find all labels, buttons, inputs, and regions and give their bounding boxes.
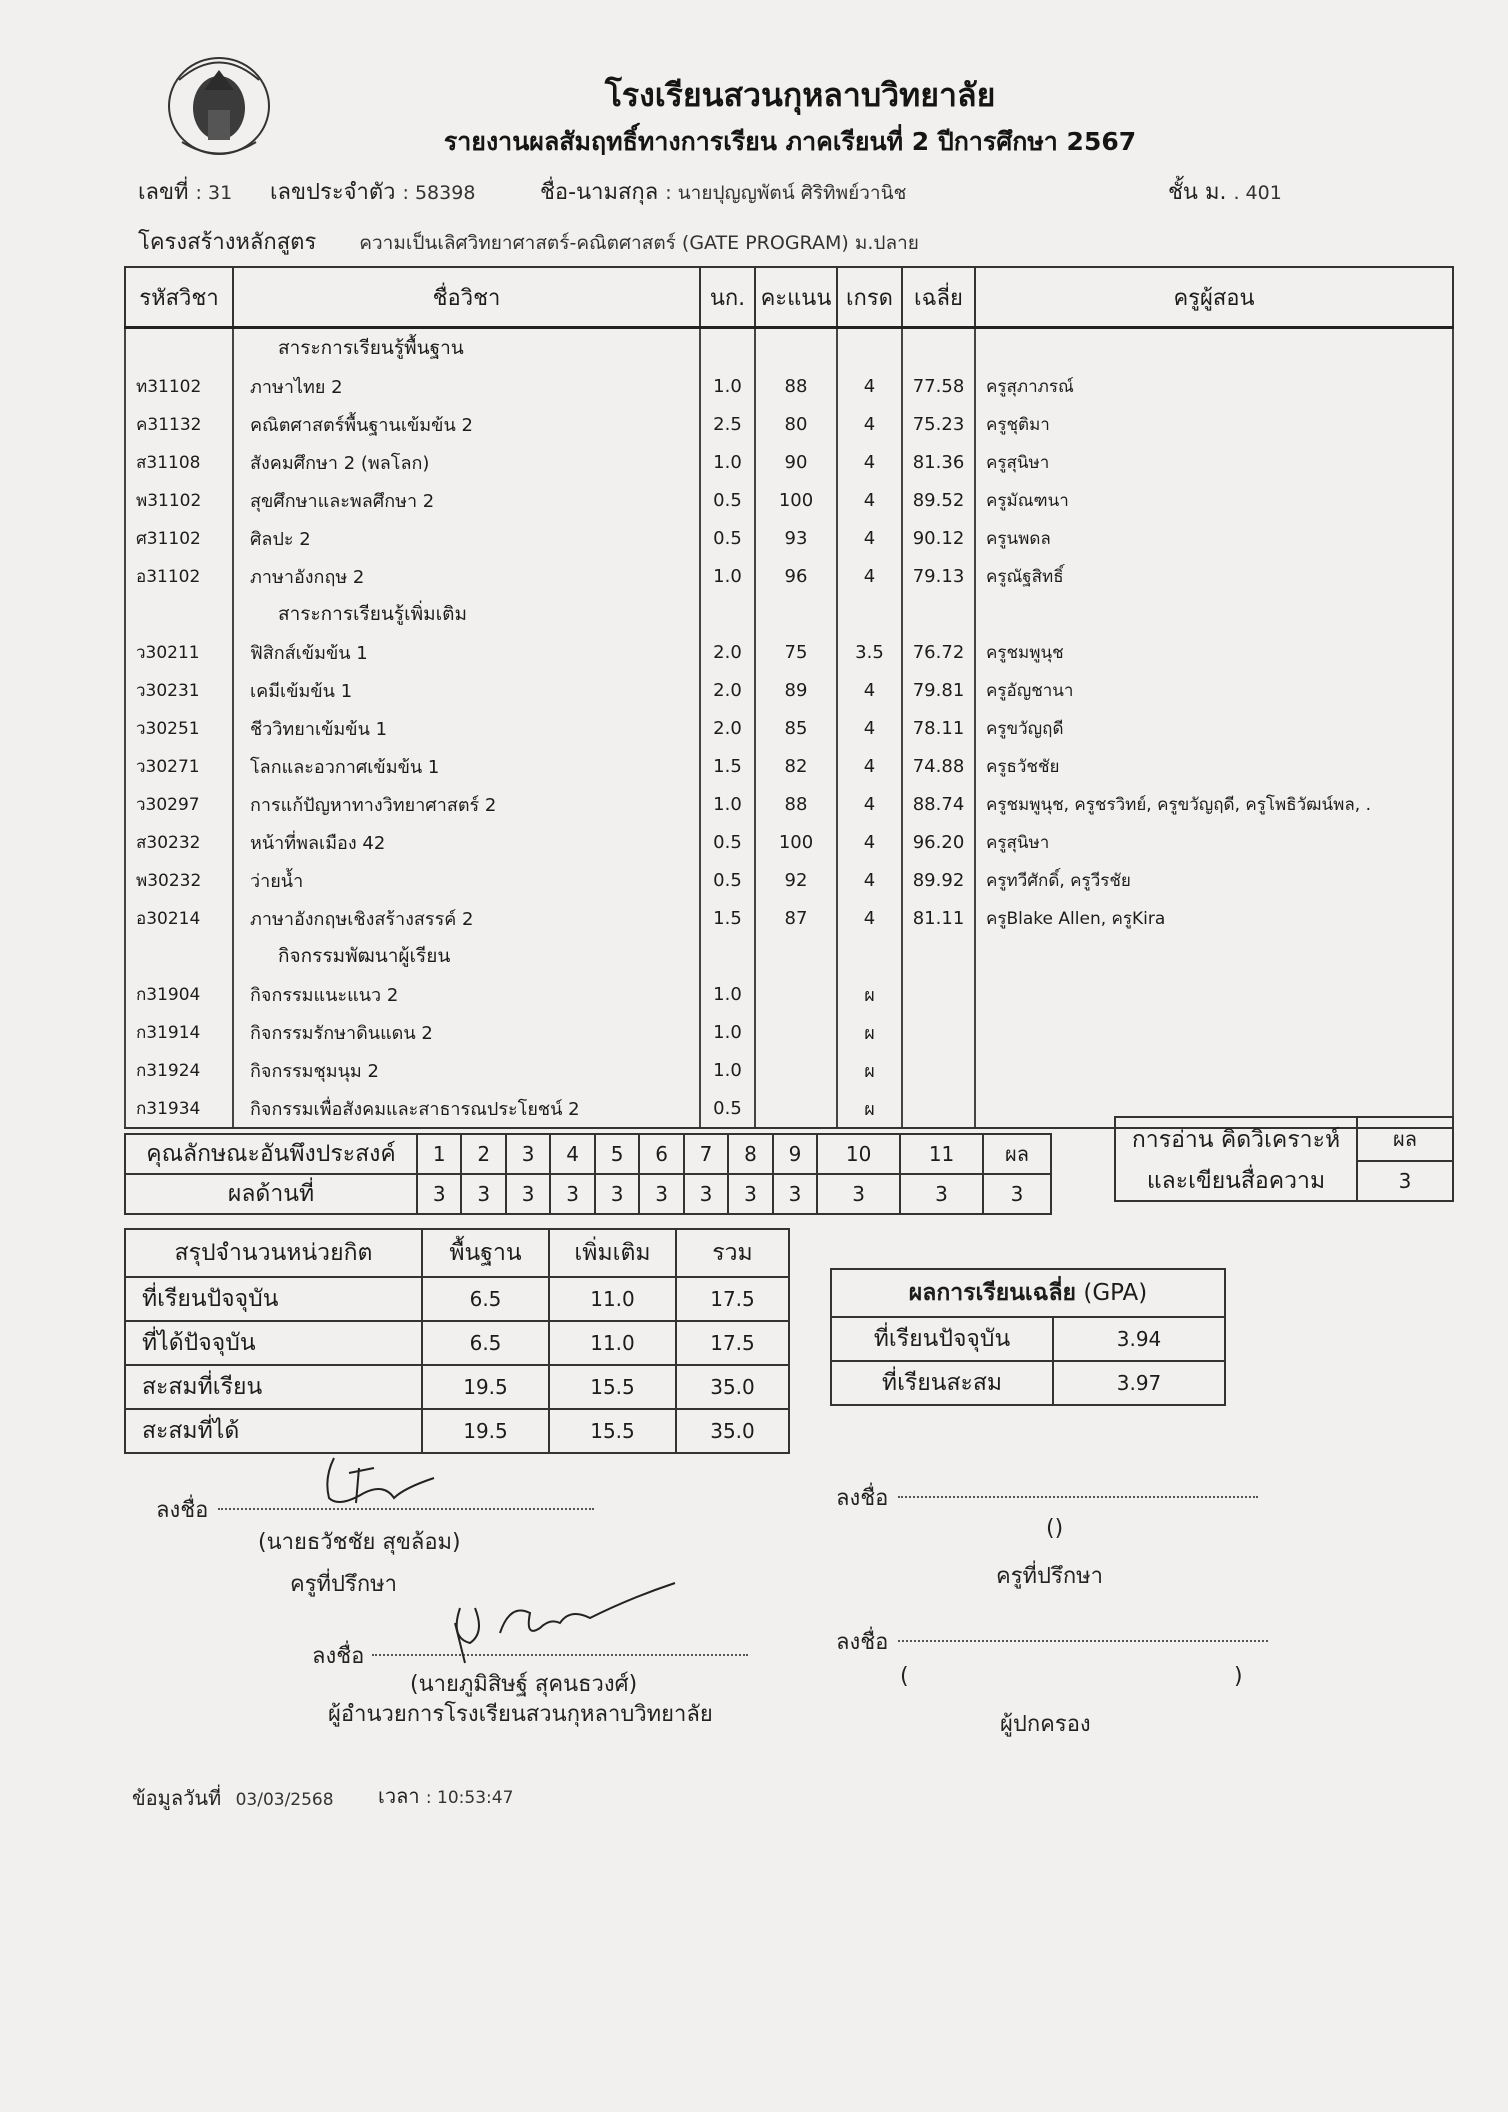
school-emblem-icon: [164, 50, 274, 158]
score-cell: 100: [755, 481, 837, 519]
credit-cell: 1.0: [700, 975, 755, 1013]
data-time: เวลา : 10:53:47: [378, 1784, 514, 1808]
grade-cell: 4: [837, 861, 902, 899]
subject-code: ว30251: [125, 709, 233, 747]
credit-cell: 1.0: [700, 557, 755, 595]
student-name: ชื่อ-นามสกุล : นายปุญญพัตน์ ศิริทิพย์วานิช: [540, 180, 907, 205]
subject-name: ศิลปะ 2: [233, 519, 700, 557]
score-cell: [755, 1013, 837, 1051]
credit-cell: 2.0: [700, 671, 755, 709]
char-num-7: 7: [684, 1134, 728, 1174]
curriculum: โครงสร้างหลักสูตร ความเป็นเลิศวิทยาศาสตร์-คณิตศาสตร์ (GATE PROGRAM) ม.ปลาย: [138, 230, 919, 255]
char-result-header: ผล: [983, 1134, 1051, 1174]
advisor2-role: ครูที่ปรึกษา: [996, 1564, 1103, 1589]
credit-cell: 0.5: [700, 1089, 755, 1128]
average-cell: 81.11: [902, 899, 975, 937]
credits-row-label: สะสมที่เรียน: [125, 1365, 422, 1409]
sign-label-parent: ลงชื่อ: [836, 1630, 889, 1655]
score-cell: [755, 1089, 837, 1128]
char-num-6: 6: [639, 1134, 683, 1174]
characteristics-table: [124, 1133, 1052, 1215]
teacher-cell: ครูชมพูนุช: [975, 633, 1453, 671]
char-num-11: 11: [900, 1134, 983, 1174]
teacher-cell: [975, 1051, 1453, 1089]
table-row: [125, 975, 1453, 1013]
reading-label-line2: และเขียนสื่อความ: [1115, 1161, 1357, 1201]
data-date: ข้อมูลวันที่ 03/03/2568: [132, 1786, 334, 1810]
grade-cell: 3.5: [837, 633, 902, 671]
subject-code: ว30271: [125, 747, 233, 785]
grade-cell: 4: [837, 747, 902, 785]
average-cell: 74.88: [902, 747, 975, 785]
char-num-10: 10: [817, 1134, 900, 1174]
teacher-cell: ครูชุติมา: [975, 405, 1453, 443]
credits-extra: 11.0: [549, 1277, 676, 1321]
teacher-cell: [975, 975, 1453, 1013]
average-cell: 90.12: [902, 519, 975, 557]
subject-code: ว30211: [125, 633, 233, 671]
subject-name: กิจกรรมแนะแนว 2: [233, 975, 700, 1013]
characteristics-label: คุณลักษณะอันพึงประสงค์: [125, 1134, 417, 1174]
header-grade: เกรด: [837, 267, 902, 328]
grade-cell: 4: [837, 823, 902, 861]
char-num-9: 9: [773, 1134, 817, 1174]
char-val-2: 3: [461, 1174, 505, 1214]
subject-name: ฟิสิกส์เข้มข้น 1: [233, 633, 700, 671]
subject-code: [125, 595, 233, 633]
category-row: [125, 328, 1453, 368]
subject-name: คณิตศาสตร์พื้นฐานเข้มข้น 2: [233, 405, 700, 443]
student-id: เลขประจำตัว : 58398: [270, 180, 476, 205]
table-row: [125, 1051, 1453, 1089]
grade-cell: [837, 328, 902, 368]
credits-basic: 6.5: [422, 1321, 549, 1365]
teacher-cell: [975, 937, 1453, 975]
teacher-cell: ครูมัณฑนา: [975, 481, 1453, 519]
average-cell: [902, 975, 975, 1013]
char-num-5: 5: [595, 1134, 639, 1174]
director-signature-icon: [430, 1578, 680, 1668]
credit-cell: 1.0: [700, 1013, 755, 1051]
char-val-5: 3: [595, 1174, 639, 1214]
score-cell: [755, 328, 837, 368]
credits-total: 17.5: [676, 1321, 789, 1365]
score-cell: 89: [755, 671, 837, 709]
parent-close-paren: ): [1234, 1664, 1243, 1689]
teacher-cell: ครูนพดล: [975, 519, 1453, 557]
characteristics-result-label: ผลด้านที่: [125, 1174, 417, 1214]
char-result-value: 3: [983, 1174, 1051, 1214]
average-cell: 76.72: [902, 633, 975, 671]
credits-total: 17.5: [676, 1277, 789, 1321]
parent-open-paren: (: [900, 1664, 909, 1689]
table-row: [125, 1013, 1453, 1051]
char-num-3: 3: [506, 1134, 550, 1174]
average-cell: 81.36: [902, 443, 975, 481]
subject-name: ภาษาไทย 2: [233, 367, 700, 405]
subject-name: สังคมศึกษา 2 (พลโลก): [233, 443, 700, 481]
subject-name: การแก้ปัญหาทางวิทยาศาสตร์ 2: [233, 785, 700, 823]
subject-code: [125, 328, 233, 368]
credits-basic: 19.5: [422, 1409, 549, 1453]
sign-label-director: ลงชื่อ: [312, 1644, 365, 1669]
table-row: [125, 785, 1453, 823]
credit-cell: 1.5: [700, 899, 755, 937]
credits-row-label: ที่เรียนปัจจุบัน: [125, 1277, 422, 1321]
score-cell: 87: [755, 899, 837, 937]
header-credit: นก.: [700, 267, 755, 328]
subject-name: สุขศึกษาและพลศึกษา 2: [233, 481, 700, 519]
subject-name: สาระการเรียนรู้เพิ่มเติม: [233, 595, 700, 633]
director-role: ผู้อำนวยการโรงเรียนสวนกุหลาบวิทยาลัย: [328, 1702, 713, 1727]
average-cell: [902, 1013, 975, 1051]
header-teacher: ครูผู้สอน: [975, 267, 1453, 328]
average-cell: 96.20: [902, 823, 975, 861]
teacher-cell: ครูขวัญฤดี: [975, 709, 1453, 747]
credit-cell: 0.5: [700, 481, 755, 519]
average-cell: 89.52: [902, 481, 975, 519]
subject-name: โลกและอวกาศเข้มข้น 1: [233, 747, 700, 785]
score-cell: 100: [755, 823, 837, 861]
score-cell: [755, 595, 837, 633]
credits-summary-table: [124, 1228, 790, 1454]
subject-code: ส31108: [125, 443, 233, 481]
grade-cell: 4: [837, 367, 902, 405]
credits-header-extra: เพิ่มเติม: [549, 1229, 676, 1277]
grade-cell: [837, 937, 902, 975]
teacher-cell: [975, 328, 1453, 368]
grade-cell: 4: [837, 785, 902, 823]
credit-cell: 1.0: [700, 443, 755, 481]
subject-code: ว30297: [125, 785, 233, 823]
grades-table: [124, 266, 1454, 1126]
score-cell: 85: [755, 709, 837, 747]
credits-basic: 19.5: [422, 1365, 549, 1409]
credit-cell: 2.5: [700, 405, 755, 443]
student-class: ชั้น ม. . 401: [1168, 180, 1282, 205]
signature-line: [898, 1640, 1268, 1642]
subject-code: ค31132: [125, 405, 233, 443]
header-subject: ชื่อวิชา: [233, 267, 700, 328]
credit-cell: 1.0: [700, 785, 755, 823]
score-cell: 92: [755, 861, 837, 899]
teacher-cell: ครูชมพูนุช, ครูชรวิทย์, ครูขวัญฤดี, ครูโพธิวัฒน์พล, .: [975, 785, 1453, 823]
char-val-3: 3: [506, 1174, 550, 1214]
char-val-4: 3: [550, 1174, 594, 1214]
average-cell: [902, 1051, 975, 1089]
credit-cell: 2.0: [700, 709, 755, 747]
category-row: [125, 595, 1453, 633]
parent-role: ผู้ปกครอง: [1000, 1712, 1091, 1737]
average-cell: 77.58: [902, 367, 975, 405]
advisor-name: (นายธวัชชัย สุขล้อม): [258, 1530, 461, 1555]
credit-cell: 1.0: [700, 367, 755, 405]
header-average: เฉลี่ย: [902, 267, 975, 328]
grade-cell: ผ: [837, 975, 902, 1013]
grade-cell: 4: [837, 709, 902, 747]
score-cell: [755, 975, 837, 1013]
teacher-cell: ครูBlake Allen, ครูKira: [975, 899, 1453, 937]
char-val-1: 3: [417, 1174, 461, 1214]
reading-table: [1114, 1116, 1454, 1202]
subject-code: อ30214: [125, 899, 233, 937]
grade-cell: 4: [837, 481, 902, 519]
char-val-6: 3: [639, 1174, 683, 1214]
credit-cell: 1.5: [700, 747, 755, 785]
grade-cell: 4: [837, 443, 902, 481]
gpa-table: [830, 1268, 1226, 1406]
subject-name: กิจกรรมเพื่อสังคมและสาธารณประโยชน์ 2: [233, 1089, 700, 1128]
credit-cell: 0.5: [700, 519, 755, 557]
table-row: [125, 519, 1453, 557]
credit-cell: 0.5: [700, 861, 755, 899]
score-cell: [755, 1051, 837, 1089]
subject-code: [125, 937, 233, 975]
subject-code: ศ31102: [125, 519, 233, 557]
credits-row-label: ที่ได้ปัจจุบัน: [125, 1321, 422, 1365]
teacher-cell: ครูอัญชานา: [975, 671, 1453, 709]
gpa-row-label: ที่เรียนสะสม: [831, 1361, 1053, 1405]
score-cell: 75: [755, 633, 837, 671]
credits-summary-title: สรุปจำนวนหน่วยกิต: [125, 1229, 422, 1277]
gpa-value: 3.94: [1053, 1317, 1225, 1361]
reading-result-value: 3: [1357, 1161, 1453, 1201]
subject-code: อ31102: [125, 557, 233, 595]
subject-code: ท31102: [125, 367, 233, 405]
table-row: [125, 367, 1453, 405]
score-cell: 90: [755, 443, 837, 481]
char-num-8: 8: [728, 1134, 772, 1174]
sign-label-advisor: ลงชื่อ: [156, 1498, 209, 1523]
teacher-cell: [975, 595, 1453, 633]
director-name: (นายภูมิสิษฐ์ สุคนธวงศ์): [410, 1672, 638, 1697]
grade-cell: ผ: [837, 1051, 902, 1089]
table-row: [125, 405, 1453, 443]
average-cell: 75.23: [902, 405, 975, 443]
credits-extra: 11.0: [549, 1321, 676, 1365]
subject-name: เคมีเข้มข้น 1: [233, 671, 700, 709]
subject-code: ว30231: [125, 671, 233, 709]
table-row: [125, 861, 1453, 899]
subject-code: ก31914: [125, 1013, 233, 1051]
grade-cell: ผ: [837, 1013, 902, 1051]
teacher-cell: ครูธวัชชัย: [975, 747, 1453, 785]
subject-name: กิจกรรมชุมนุม 2: [233, 1051, 700, 1089]
subject-name: ว่ายน้ำ: [233, 861, 700, 899]
teacher-cell: ครูณัฐสิทธิ์: [975, 557, 1453, 595]
score-cell: [755, 937, 837, 975]
table-row: [125, 481, 1453, 519]
sign-label-advisor2: ลงชื่อ: [836, 1486, 889, 1511]
subject-name: ภาษาอังกฤษ 2: [233, 557, 700, 595]
average-cell: 89.92: [902, 861, 975, 899]
grade-cell: [837, 595, 902, 633]
table-row: [125, 557, 1453, 595]
advisor-role: ครูที่ปรึกษา: [290, 1572, 397, 1597]
subject-code: ส30232: [125, 823, 233, 861]
reading-label-line1: การอ่าน คิดวิเคราะห์: [1115, 1117, 1357, 1161]
teacher-cell: ครูทวีศักดิ์, ครูวีรชัย: [975, 861, 1453, 899]
header-code: รหัสวิชา: [125, 267, 233, 328]
credits-total: 35.0: [676, 1409, 789, 1453]
credits-total: 35.0: [676, 1365, 789, 1409]
average-cell: [902, 328, 975, 368]
table-row: [125, 709, 1453, 747]
table-row: [125, 899, 1453, 937]
gpa-title: ผลการเรียนเฉลี่ย (GPA): [831, 1269, 1225, 1317]
average-cell: 88.74: [902, 785, 975, 823]
grade-cell: 4: [837, 557, 902, 595]
gpa-value: 3.97: [1053, 1361, 1225, 1405]
credit-cell: [700, 328, 755, 368]
average-cell: [902, 595, 975, 633]
grade-cell: 4: [837, 519, 902, 557]
score-cell: 88: [755, 367, 837, 405]
credit-cell: 1.0: [700, 1051, 755, 1089]
char-val-10: 3: [817, 1174, 900, 1214]
grade-cell: 4: [837, 671, 902, 709]
table-row: [125, 633, 1453, 671]
subject-name: ภาษาอังกฤษเชิงสร้างสรรค์ 2: [233, 899, 700, 937]
score-cell: 93: [755, 519, 837, 557]
reading-result-header: ผล: [1357, 1117, 1453, 1161]
credits-header-total: รวม: [676, 1229, 789, 1277]
credits-extra: 15.5: [549, 1409, 676, 1453]
student-number: เลขที่ : 31: [138, 180, 233, 205]
char-val-9: 3: [773, 1174, 817, 1214]
average-cell: 79.81: [902, 671, 975, 709]
subject-code: พ31102: [125, 481, 233, 519]
char-num-2: 2: [461, 1134, 505, 1174]
average-cell: [902, 937, 975, 975]
score-cell: 82: [755, 747, 837, 785]
signature-line: [898, 1496, 1258, 1498]
credits-row-label: สะสมที่ได้: [125, 1409, 422, 1453]
teacher-cell: ครูสุภาภรณ์: [975, 367, 1453, 405]
table-row: [125, 443, 1453, 481]
teacher-cell: [975, 1013, 1453, 1051]
char-val-11: 3: [900, 1174, 983, 1214]
advisor-signature-icon: [304, 1448, 444, 1518]
subject-code: ก31924: [125, 1051, 233, 1089]
char-num-4: 4: [550, 1134, 594, 1174]
teacher-cell: ครูสุนิษา: [975, 823, 1453, 861]
subject-code: ก31904: [125, 975, 233, 1013]
category-row: [125, 937, 1453, 975]
grade-cell: ผ: [837, 1089, 902, 1128]
score-cell: 80: [755, 405, 837, 443]
subject-name: สาระการเรียนรู้พื้นฐาน: [233, 328, 700, 368]
credit-cell: [700, 595, 755, 633]
credit-cell: [700, 937, 755, 975]
char-val-8: 3: [728, 1174, 772, 1214]
average-cell: 78.11: [902, 709, 975, 747]
subject-code: พ30232: [125, 861, 233, 899]
credit-cell: 0.5: [700, 823, 755, 861]
char-num-1: 1: [417, 1134, 461, 1174]
header-score: คะแนน: [755, 267, 837, 328]
subject-name: หน้าที่พลเมือง 42: [233, 823, 700, 861]
gpa-row-label: ที่เรียนปัจจุบัน: [831, 1317, 1053, 1361]
credits-header-basic: พื้นฐาน: [422, 1229, 549, 1277]
table-row: [125, 671, 1453, 709]
average-cell: [902, 1089, 975, 1128]
score-cell: 96: [755, 557, 837, 595]
subject-code: ก31934: [125, 1089, 233, 1128]
teacher-cell: ครูสุนิษา: [975, 443, 1453, 481]
credits-basic: 6.5: [422, 1277, 549, 1321]
report-title: รายงานผลสัมฤทธิ์ทางการเรียน ภาคเรียนที่ 2 ปีการศึกษา 2567: [443, 127, 1137, 156]
table-row: [125, 823, 1453, 861]
subject-name: ชีววิทยาเข้มข้น 1: [233, 709, 700, 747]
credit-cell: 2.0: [700, 633, 755, 671]
table-row: [125, 747, 1453, 785]
advisor2-name: (): [1046, 1516, 1064, 1541]
subject-name: กิจกรรมพัฒนาผู้เรียน: [233, 937, 700, 975]
subject-name: กิจกรรมรักษาดินแดน 2: [233, 1013, 700, 1051]
school-name: โรงเรียนสวนกุหลาบวิทยาลัย: [604, 76, 996, 114]
score-cell: 88: [755, 785, 837, 823]
char-val-7: 3: [684, 1174, 728, 1214]
average-cell: 79.13: [902, 557, 975, 595]
grade-cell: 4: [837, 405, 902, 443]
grade-cell: 4: [837, 899, 902, 937]
credits-extra: 15.5: [549, 1365, 676, 1409]
